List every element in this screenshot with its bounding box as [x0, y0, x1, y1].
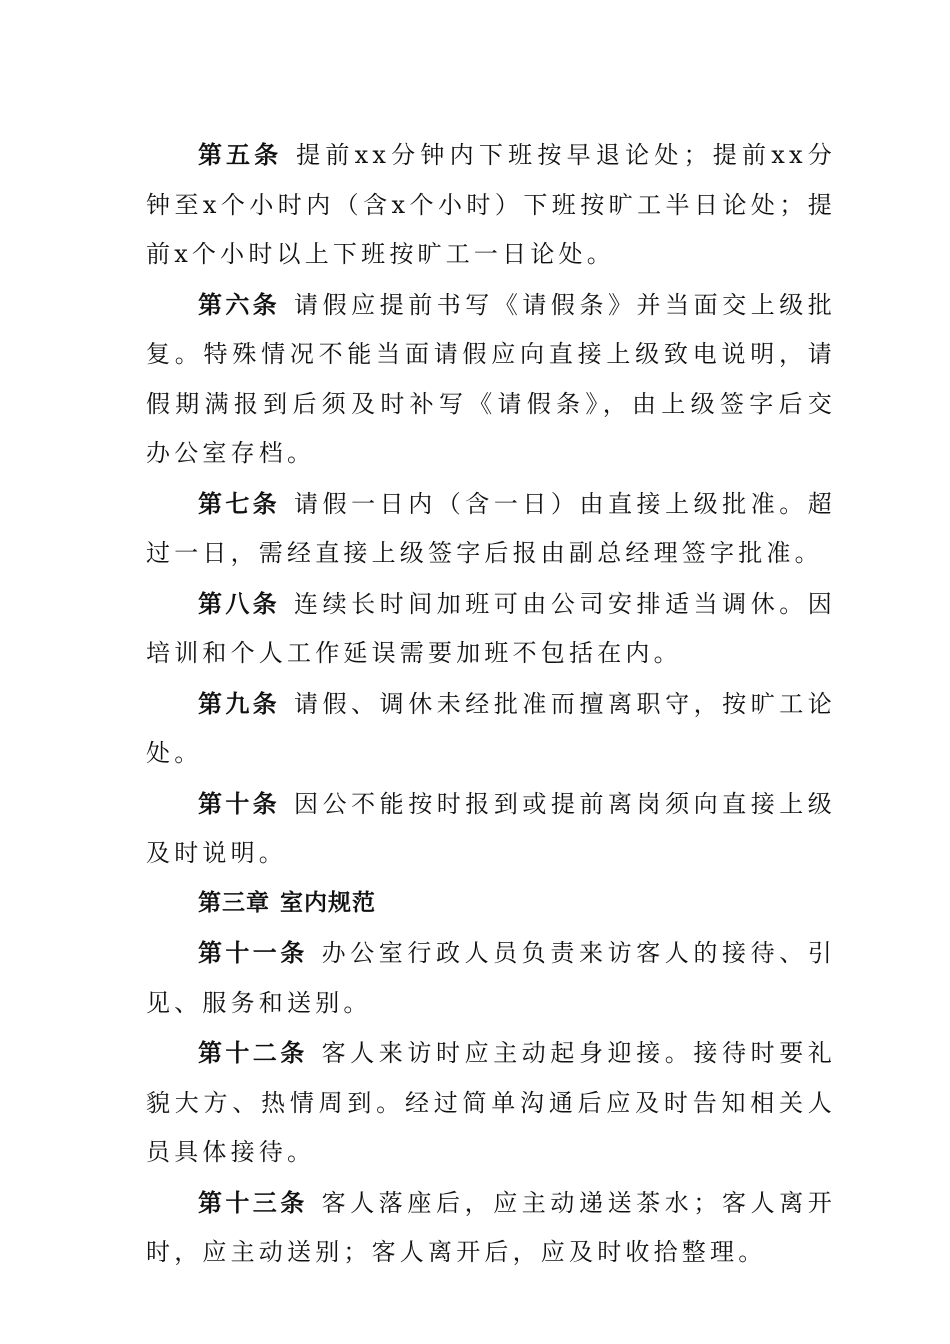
article-number: 第六条 — [198, 289, 281, 319]
article-text: 办公室行政人员负责来访客人的接待、引见、服务和送别。 — [146, 939, 837, 1017]
article-text: 客人来访时应主动起身迎接。接待时要礼貌大方、热情周到。经过简单沟通后应及时告知相关人员具体接待。 — [146, 1039, 837, 1166]
article-6 — [146, 280, 836, 479]
chapter-heading — [146, 879, 836, 929]
article-text: 客人落座后，应主动递送茶水；客人离开时，应主动送别；客人离开后，应及时收拾整理。 — [146, 1188, 837, 1266]
article-11 — [146, 928, 836, 1028]
chapter-number: 第三章 — [198, 889, 270, 916]
article-9 — [146, 679, 836, 779]
article-12 — [146, 1028, 836, 1178]
article-number: 第七条 — [198, 488, 281, 518]
article-number: 第十二条 — [198, 1038, 308, 1067]
document-page — [146, 130, 836, 1278]
article-number: 第十条 — [198, 788, 281, 818]
article-7 — [146, 479, 836, 579]
article-number: 第八条 — [198, 588, 281, 618]
article-13 — [146, 1178, 836, 1278]
article-text: 提前xx分钟内下班按早退论处；提前xx分钟至x个小时内（含x个小时）下班按旷工半日论处；提前x个小时以上下班按旷工一日论处。 — [146, 141, 837, 268]
article-text: 请假应提前书写《请假条》并当面交上级批复。特殊情况不能当面请假应向直接上级致电说明，请假期满报到后须及时补写《请假条》，由上级签字后交办公室存档。 — [146, 290, 836, 467]
article-number: 第五条 — [198, 140, 283, 169]
article-10 — [146, 779, 836, 879]
article-8 — [146, 579, 836, 679]
article-text: 连续长时间加班可由公司安排适当调休。因培训和个人工作延误需要加班不包括在内。 — [146, 589, 836, 667]
article-number: 第十一条 — [198, 938, 308, 967]
article-number: 第九条 — [198, 688, 281, 718]
article-5 — [146, 130, 836, 280]
chapter-title: 室内规范 — [280, 889, 376, 916]
article-text: 请假一日内（含一日）由直接上级批准。超过一日，需经直接上级签字后报由副总经理签字批准。 — [146, 489, 836, 567]
article-text: 请假、调休未经批准而擅离职守，按旷工论处。 — [146, 689, 836, 767]
article-text: 因公不能按时报到或提前离岗须向直接上级及时说明。 — [146, 789, 836, 867]
article-number: 第十三条 — [198, 1187, 308, 1217]
